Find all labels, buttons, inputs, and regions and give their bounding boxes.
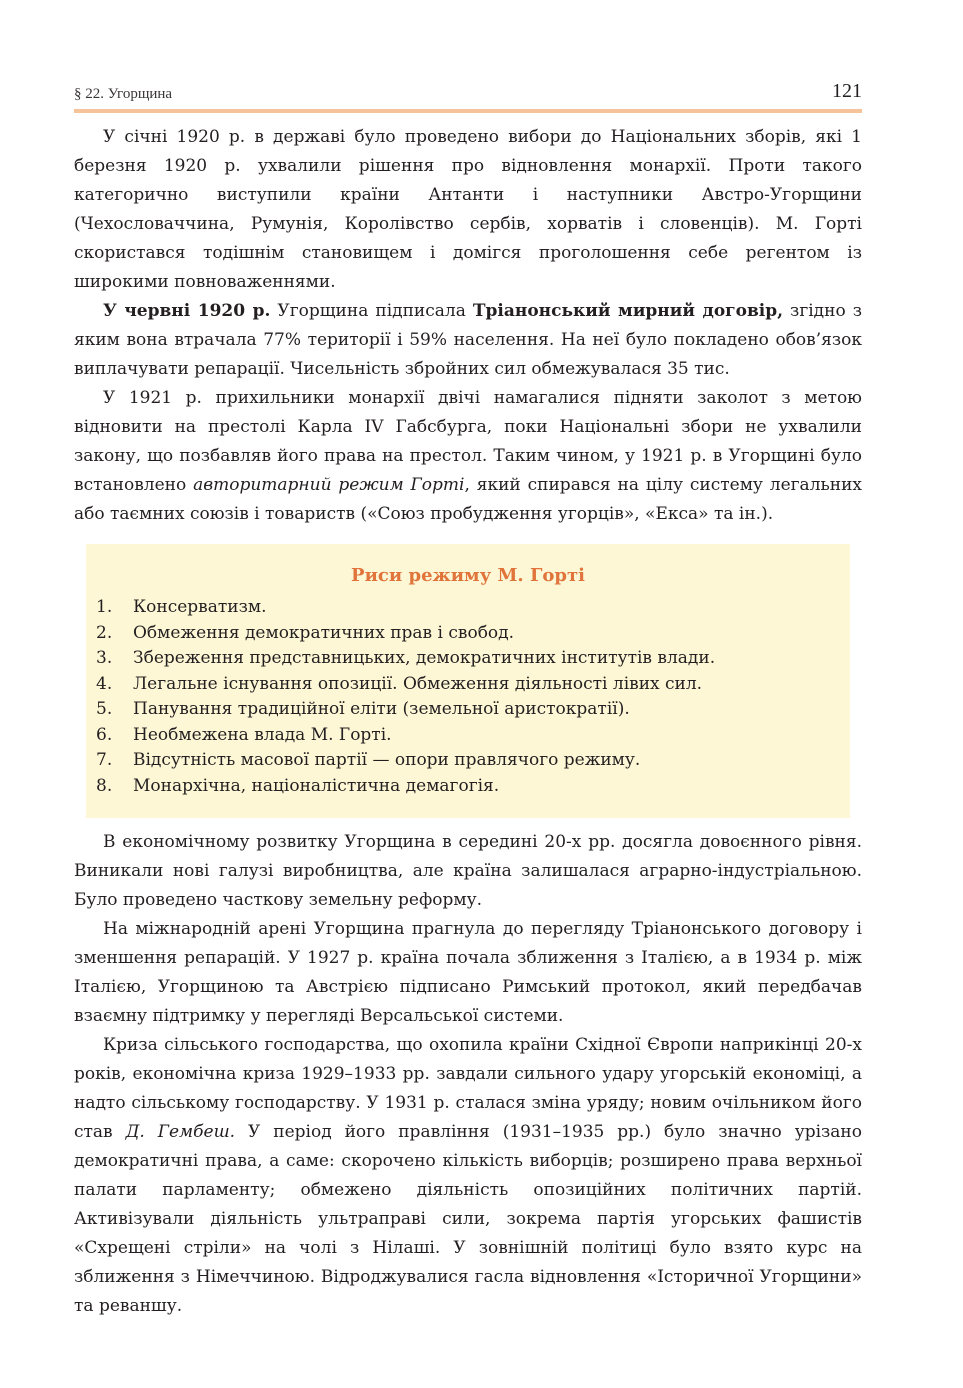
list-item-number: 4. bbox=[96, 673, 113, 694]
text-run: згідно з яким вона втрачала 77% території і 59% населення. На неї було покладено обов’язок виплачувати репарації. Чисельність збройних сил обмежувалася 35 тис. bbox=[74, 301, 862, 379]
features-list bbox=[96, 595, 715, 799]
page-number: 121 bbox=[832, 80, 862, 102]
text-run: В економічному розвитку Угорщина в середині 20-х рр. досягла довоєнного рівня. Виникали нові галузі виробництва, але країна залишалася аграрно-індустріальною. Було проведено часткову земельну реформу. bbox=[74, 832, 862, 910]
list-item-text: Обмеження демократичних прав і свобод. bbox=[133, 622, 515, 643]
paragraph bbox=[74, 1031, 862, 1321]
list-item-number: 7. bbox=[96, 750, 113, 770]
list-item-number: 8. bbox=[96, 775, 113, 796]
list-item-text: Панування традиційної еліти (земельної аристократії). bbox=[133, 699, 630, 719]
list-item-text: Консерватизм. bbox=[133, 597, 267, 617]
list-item bbox=[96, 748, 715, 774]
bold-text: Тріанонський мирний договір, bbox=[472, 301, 784, 321]
page-header bbox=[74, 80, 862, 110]
list-item-number: 2. bbox=[96, 622, 113, 643]
text-run: На міжнародній арені Угорщина прагнула до перегляду Тріанонського договору і зменшення репарацій. У 1927 р. країна почала зближення з Італією, а в 1934 р. між Італією, Угорщиною та Австрією підписано Римський протокол, який передбачав взаємну підтримку у перегляді Версальської системи. bbox=[74, 919, 862, 1026]
text-run: У січні 1920 р. в державі було проведено вибори до Національних зборів, які 1 березня 1920 р. ухвалили рішення про відновлення монархії. Проти такого категорично виступили країни Антанти і наступники Австро-Угорщини (Чехословаччина, Румунія, Королівство сербів, хорватів і словенців). М. Горті скористався тодішнім становищем і домігся проголошення себе регентом із широкими повноваженнями. bbox=[74, 127, 862, 292]
list-item bbox=[96, 646, 715, 672]
list-item-text: Монархічна, націоналістична демагогія. bbox=[133, 775, 500, 796]
bold-text: червні 1920 р. bbox=[124, 301, 271, 321]
box-title: Риси режиму М. Горті bbox=[351, 565, 585, 586]
header-rule bbox=[74, 109, 862, 113]
list-item-text: Легальне існування опозиції. Обмеження діяльності лівих сил. bbox=[133, 673, 703, 694]
list-item bbox=[96, 672, 715, 698]
list-item bbox=[96, 774, 715, 800]
paragraph bbox=[74, 297, 862, 384]
text-run: У період його правління (1931–1935 рр.) було значно урізано демократичні права, а саме: скорочено кількість виборців; розширено права верхньої палати парламенту; обмежено діяльність опозиційних політичних партій. Активізували діяльність ультраправі сили, зокрема партія угорських фашистів «Схрещені стріли» на чолі з Нілаші. У зовнішній політиці було взято курс на зближення з Німеччиною. Відроджувалися гасла відновлення «Історичної Угорщини» та реваншу. bbox=[74, 1122, 862, 1316]
paragraph bbox=[74, 915, 862, 1031]
italic-text: Д. Гембеш. bbox=[125, 1122, 236, 1142]
text-run: , який спирався на цілу систему легальних або таємних союзів і товариств («Союз пробудження угорців», «Екса» та ін.). bbox=[74, 475, 862, 524]
list-item bbox=[96, 723, 715, 749]
paragraph bbox=[74, 828, 862, 915]
italic-text: авторитарний режим Горті bbox=[193, 475, 465, 495]
list-item-number: 6. bbox=[96, 724, 113, 745]
bold-text: У bbox=[103, 301, 125, 321]
list-item-number: 1. bbox=[96, 597, 113, 617]
list-item-number: 3. bbox=[96, 648, 113, 668]
text-run: Угорщина підписала bbox=[270, 301, 473, 321]
paragraph bbox=[74, 123, 862, 297]
list-item-number: 5. bbox=[96, 699, 113, 719]
regime-features-box bbox=[86, 544, 850, 818]
paragraph bbox=[74, 384, 862, 529]
list-item-text: Збереження представницьких, демократичних інститутів влади. bbox=[133, 648, 716, 668]
text-run: У 1921 р. прихильники монархії двічі намагалися підняти заколот з метою відновити на престолі Карла IV Габсбурга, поки Національні збори не ухвалили закону, що позбавляв його права на престол. Таким чином, у 1921 р. в Угорщині було встановлено bbox=[74, 388, 862, 495]
list-item-text: Відсутність масової партії — опори правлячого режиму. bbox=[133, 750, 641, 770]
list-item bbox=[96, 621, 715, 647]
body-text-top bbox=[74, 123, 862, 529]
text-run: Криза сільського господарства, що охопила країни Східної Європи наприкінці 20-х років, економічна криза 1929–1933 рр. завдали сильного удару угорській економіці, а надто сільському господарству. У 1931 р. сталася зміна уряду; новим очільником його став bbox=[74, 1035, 862, 1142]
list-item bbox=[96, 595, 715, 621]
list-item bbox=[96, 697, 715, 723]
list-item-text: Необмежена влада М. Горті. bbox=[133, 724, 392, 745]
body-text-bottom bbox=[74, 828, 862, 1321]
section-label: § 22. Угорщина bbox=[74, 86, 173, 102]
